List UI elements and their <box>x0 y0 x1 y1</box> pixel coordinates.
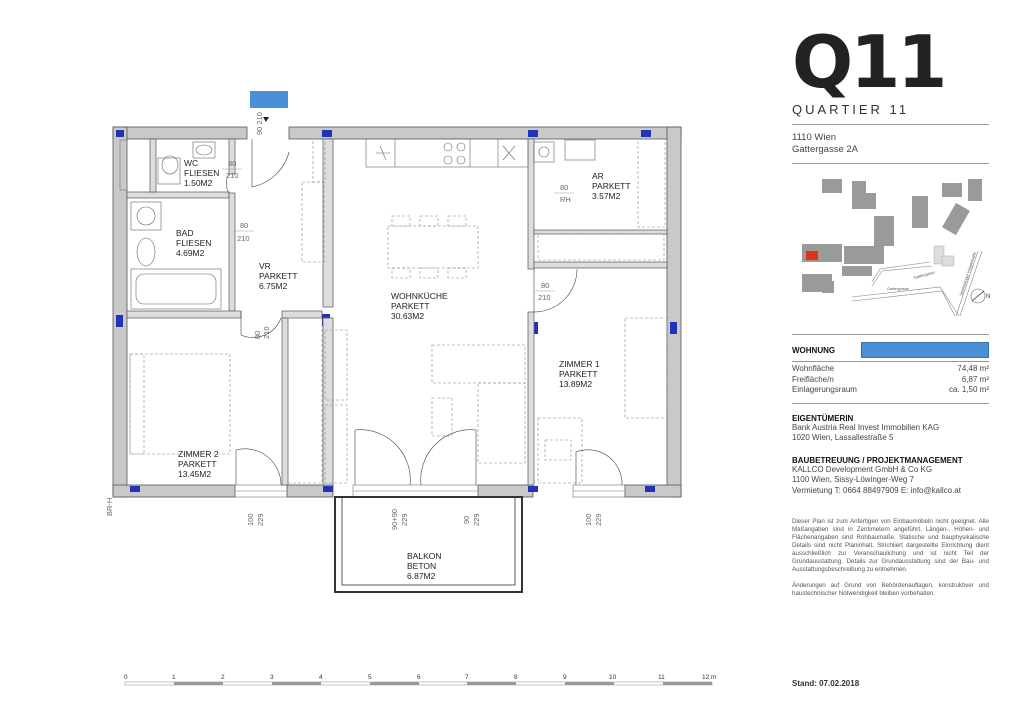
room-name: BALKON <box>407 551 442 561</box>
room-area: 6.87M2 <box>407 571 436 581</box>
note-paragraph: Dieser Plan ist zum Anfertigen von Einbaumöbeln nicht geeignet. Alle Maßangaben sind in Zentimetern angeführt. Längen-, Höhen- und Flächenangaben sind Rohbaumaße. Statische und bauphysikalische Details sind nicht Planinhalt. Strichliert dargestellte Einrichtung dient ausschließlich zur Veranschaulichung und ist nicht Teil der Grundausstattung. Details zur Grundausstattung sind der Bau- und Ausstattungsbeschreibung zu entnehmen. <box>792 518 989 573</box>
room-floor: PARKETT <box>178 459 217 469</box>
divider <box>792 361 989 362</box>
row-value: 74,48 m² <box>957 364 989 373</box>
map-street-label: Gattergasse <box>887 286 909 291</box>
scale-tick: 11 <box>658 674 665 681</box>
dim-bad-height: 210 <box>237 234 250 243</box>
scale-tick: 6 <box>417 674 421 681</box>
scale-tick: 1 <box>172 674 176 681</box>
room-floor: PARKETT <box>559 369 598 379</box>
room-label-zimmer-2 <box>178 449 219 479</box>
address-city: 1110 Wien <box>792 132 837 143</box>
room-label-zimmer-1 <box>559 359 600 389</box>
dim-ar-height: RH <box>560 195 571 204</box>
scale-tick: 4 <box>319 674 323 681</box>
dim-wc-height: 210 <box>226 171 239 180</box>
room-name: BAD <box>176 228 194 238</box>
room-area: 30.63M2 <box>391 311 425 321</box>
map-highlight <box>806 251 818 260</box>
dim-zimmer1-width: 80 <box>541 281 550 290</box>
wohnung-row <box>792 385 989 396</box>
room-label-vr <box>259 261 298 291</box>
wohnung-title: WOHNUNG <box>792 345 836 355</box>
room-label-wc <box>184 158 219 188</box>
logo-mark: Q11 <box>792 20 945 104</box>
room-floor: PARKETT <box>391 301 430 311</box>
dim-door-kitchen-width: 90 <box>462 515 471 524</box>
dim-edge-label: BR-H <box>105 497 114 516</box>
wohnung-header <box>792 342 989 358</box>
note-paragraph: Änderungen auf Grund von Behördenauflagen, konstruktiver und haustechnischer Notwendigkeit bleiben vorbehalten. <box>792 582 989 597</box>
scale-tick: 12 m <box>702 674 717 681</box>
row-value: 6,87 m² <box>961 374 989 384</box>
room-floor: PARKETT <box>592 181 631 191</box>
management-line: 1100 Wien, Sissy-Löwinger-Weg 7 <box>792 475 914 484</box>
scale-tick: 3 <box>270 674 274 681</box>
row-label: Wohnfläche <box>792 364 835 373</box>
room-area: 13.89M2 <box>559 379 593 389</box>
room-area: 3.57M2 <box>592 191 621 201</box>
room-floor: FLIESEN <box>184 168 220 178</box>
dim-wc-width: 80 <box>228 159 237 168</box>
scale-tick: 7 <box>465 674 469 681</box>
scale-tick: 9 <box>563 674 567 681</box>
dim-window-z2-width: 100 <box>246 513 255 526</box>
room-name: WC <box>184 158 199 168</box>
dim-window-z1-width: 100 <box>584 513 593 526</box>
room-name: ZIMMER 2 <box>178 449 219 459</box>
divider <box>792 403 989 404</box>
room-label-ar <box>592 171 631 201</box>
dim-bad-width: 80 <box>240 221 249 230</box>
room-label-balkon <box>407 551 442 581</box>
map-street-label: Simmeringer Hauptstraße <box>958 251 978 297</box>
scale-tick: 8 <box>514 674 518 681</box>
dim-zimmer2-height: 210 <box>262 326 271 339</box>
scale-bar <box>124 674 716 685</box>
row-value: ca. 1,50 m² <box>948 385 989 394</box>
room-name: AR <box>592 171 604 181</box>
site-map <box>792 171 989 326</box>
divider <box>792 124 989 125</box>
dim-zimmer1-height: 210 <box>538 293 551 302</box>
management-line: Vermietung T: 0664 88497909 E: info@kallco.at <box>792 485 961 495</box>
room-area: 13.45M2 <box>178 469 212 479</box>
dim-door-kitchen-height: 229 <box>472 513 481 526</box>
map-neighbor-outline <box>934 246 954 266</box>
logo <box>792 20 989 104</box>
room-area: 4.69M2 <box>176 248 205 258</box>
room-name: VR <box>259 261 271 271</box>
legal-notes <box>792 518 989 598</box>
scale-tick: 2 <box>221 674 225 681</box>
scale-tick: 0 <box>124 674 128 681</box>
north-arrow-icon <box>971 289 990 303</box>
entry-marker <box>250 91 288 108</box>
dim-zimmer2-width: 80 <box>253 330 262 339</box>
scale-tick: 10 <box>609 674 617 681</box>
room-name: ZIMMER 1 <box>559 359 600 369</box>
wohnung-row <box>792 364 989 375</box>
map-buildings <box>802 179 982 293</box>
info-sidebar <box>792 20 991 606</box>
owner-title: EIGENTÜMERIN <box>792 413 854 423</box>
fixtures <box>131 139 595 309</box>
room-area: 6.75M2 <box>259 281 288 291</box>
scale-tick: 5 <box>368 674 372 681</box>
dim-ar-width: 80 <box>560 183 569 192</box>
row-label: Einlagerungsraum <box>792 385 857 394</box>
wohnung-row <box>792 375 989 386</box>
room-label-wohnkueche <box>391 291 448 321</box>
row-label: Freifläche/n <box>792 374 834 384</box>
divider <box>792 334 989 335</box>
north-label: N <box>986 294 991 300</box>
top-door-dim: 90 210 <box>255 112 264 135</box>
room-name: WOHNKÜCHE <box>391 291 448 301</box>
map-street-label: Gattergasse <box>912 269 936 280</box>
dim-window-z1-height: 229 <box>594 513 603 526</box>
room-area: 1.50M2 <box>184 178 213 188</box>
wohnung-highlight <box>861 342 989 358</box>
room-floor: FLIESEN <box>176 238 212 248</box>
dim-door-balkon-width: 90+90 <box>390 508 399 530</box>
room-floor: PARKETT <box>259 271 298 281</box>
project-name: QUARTIER 11 <box>792 102 910 117</box>
divider <box>792 163 989 164</box>
dim-window-z2-height: 229 <box>256 513 265 526</box>
room-floor: BETON <box>407 561 437 571</box>
plan-date: Stand: 07.02.2018 <box>792 679 860 688</box>
dim-door-balkon-height: 229 <box>400 513 409 526</box>
room-label-bad <box>176 228 211 258</box>
address-street: Gattergasse 2A <box>792 144 859 155</box>
management-title: BAUBETREUUNG / PROJEKTMANAGEMENT <box>792 455 963 465</box>
owner-line: Bank Austria Real Invest Immobilien KAG <box>792 422 940 432</box>
owner-line: 1020 Wien, Lassallestraße 5 <box>792 433 894 442</box>
management-line: KALLCO Development GmbH & Co KG <box>792 464 933 474</box>
